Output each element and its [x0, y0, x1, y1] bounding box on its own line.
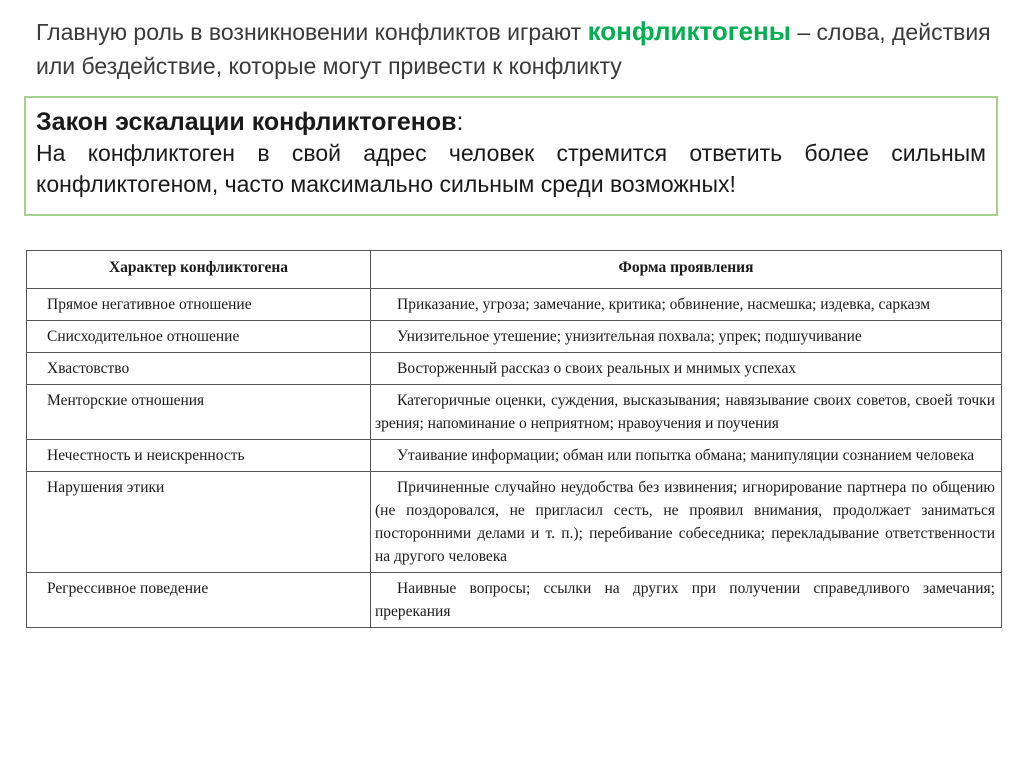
law-title-colon: :: [456, 108, 464, 136]
cell-character: Нечестность и неискренность: [27, 440, 371, 472]
cell-character: Нарушения этики: [27, 472, 371, 573]
intro-paragraph: [36, 14, 996, 83]
cell-character: Снисходительное отношение: [27, 321, 371, 353]
cell-form: Причиненные случайно неудобства без извинения; игнорирование партнера по общению (не поздоровался, не пригласил сесть, не проявил внимания, продолжает заниматься посторонними делами и т. п.); перебивание собеседника; перекладывание ответственности на другого человека: [371, 472, 1002, 573]
cell-character: Хвастовство: [27, 353, 371, 385]
table-row: [27, 472, 1002, 573]
law-title: Закон эскалации конфликтогенов: [36, 108, 457, 136]
table-row: [27, 353, 1002, 385]
intro-highlight-term: конфликтогены: [587, 16, 791, 46]
table-row: [27, 289, 1002, 321]
intro-text-after: – слова, действия или бездействие, которые могут привести к конфликту: [36, 19, 991, 79]
intro-text-before: Главную роль в возникновении конфликтов играют: [36, 19, 588, 45]
cell-form: Наивные вопросы; ссылки на других при получении справедливого замечания; пререкания: [371, 573, 1002, 628]
cell-character: Менторские отношения: [27, 385, 371, 440]
table-row: [27, 440, 1002, 472]
law-callout-box: [24, 96, 998, 216]
table-row: [27, 321, 1002, 353]
table-row: [27, 385, 1002, 440]
header-character: Характер конфликтогена: [27, 251, 371, 289]
table-header-row: [27, 251, 1002, 289]
header-form: Форма проявления: [371, 251, 1002, 289]
table-row: [27, 573, 1002, 628]
cell-form: Унизительное утешение; унизительная похвала; упрек; подшучивание: [371, 321, 1002, 353]
cell-form: Приказание, угроза; замечание, критика; обвинение, насмешка; издевка, сарказм: [371, 289, 1002, 321]
cell-form: Восторженный рассказ о своих реальных и мнимых успехах: [371, 353, 1002, 385]
conflictogen-table: [26, 250, 1002, 628]
cell-form: Категоричные оценки, суждения, высказывания; навязывание своих советов, своей точки зрения; напоминание о неприятном; нравоучения и поучения: [371, 385, 1002, 440]
cell-form: Утаивание информации; обман или попытка обмана; манипуляции сознанием человека: [371, 440, 1002, 472]
law-text: На конфликтоген в свой адрес человек стремится ответить более сильным конфликтогеном, часто максимально сильным среди возможных!: [36, 140, 986, 197]
law-title-line: [36, 106, 986, 138]
cell-character: Прямое негативное отношение: [27, 289, 371, 321]
cell-character: Регрессивное поведение: [27, 573, 371, 628]
